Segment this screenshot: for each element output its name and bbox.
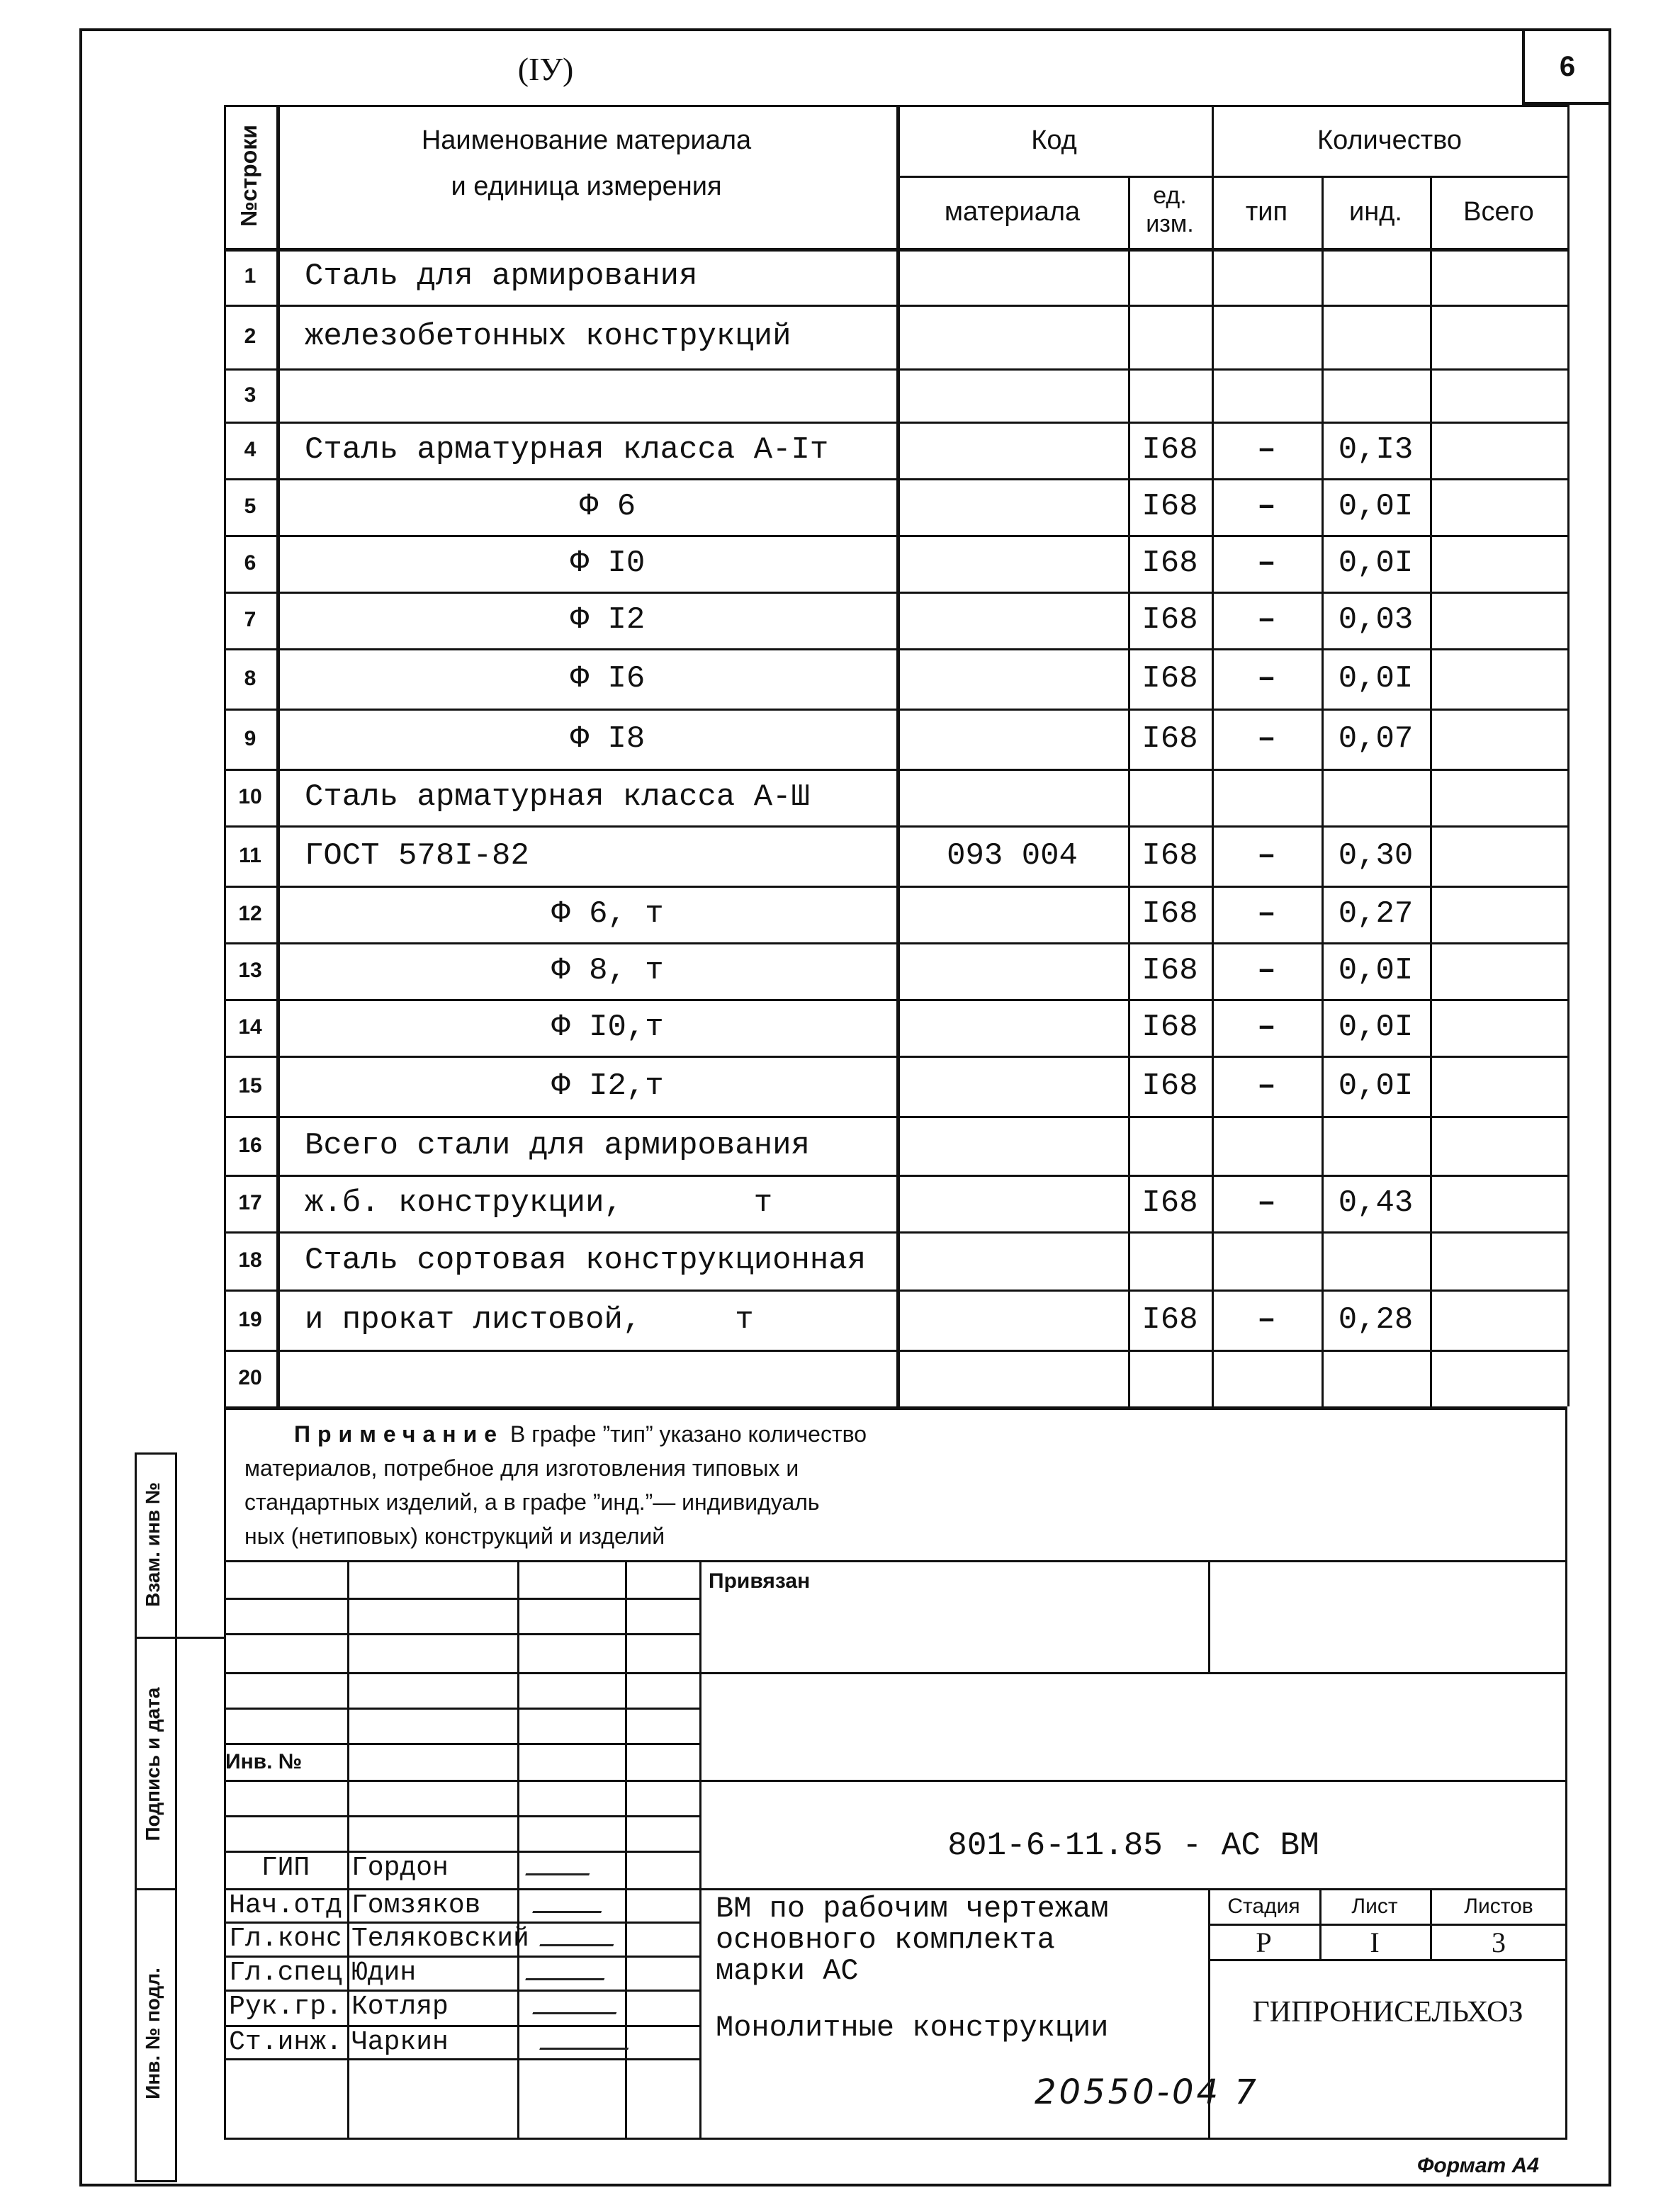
row-unit: I68	[1142, 896, 1198, 932]
row-total	[1430, 886, 1567, 942]
row-type: –	[1257, 721, 1276, 757]
row-unit	[1128, 248, 1212, 305]
row-total	[1430, 648, 1567, 709]
privyazan-label: Привязан	[709, 1569, 811, 1593]
row-code	[896, 368, 1128, 422]
row-number: 12	[238, 902, 262, 925]
side-label-inv-podl: Инв. № подл.	[142, 1968, 164, 2099]
signatory-name: Теляковский	[351, 1923, 529, 1954]
header-unit-line2: изм.	[1146, 210, 1194, 237]
doc-code: 801-6-11.85 - АС ВМ	[947, 1827, 1319, 1864]
tb-row-rule	[224, 1780, 699, 1782]
inv-no-label: Инв. №	[225, 1750, 303, 1773]
stage-label: Стадия	[1227, 1895, 1300, 1918]
row-total	[1430, 942, 1567, 999]
tb-row-rule	[224, 1598, 699, 1600]
row-type: –	[1257, 546, 1276, 581]
row-type: –	[1257, 1302, 1276, 1338]
row-unit	[1128, 1350, 1212, 1406]
row-type: –	[1257, 432, 1276, 468]
row-type	[1212, 1350, 1322, 1406]
row-total	[1430, 999, 1567, 1056]
row-code	[896, 999, 1128, 1056]
row-type: –	[1257, 896, 1276, 932]
row-type: –	[1257, 953, 1276, 988]
signatory-role: ГИП	[261, 1852, 310, 1883]
row-total	[1430, 1116, 1567, 1175]
row-unit	[1128, 368, 1212, 422]
row-total	[1430, 769, 1567, 825]
row-name: Ф I2	[570, 602, 646, 638]
row-unit: I68	[1142, 953, 1198, 988]
tb-divider	[1208, 1562, 1210, 1672]
row-type: –	[1257, 660, 1276, 696]
row-code: 093 004	[947, 837, 1078, 874]
row-code	[896, 709, 1128, 769]
row-unit: I68	[1142, 432, 1198, 468]
row-total	[1430, 1056, 1567, 1116]
row-code	[896, 535, 1128, 592]
row-type	[1212, 305, 1322, 368]
row-total	[1430, 1231, 1567, 1290]
row-number: 4	[244, 438, 257, 461]
signatory-role: Гл.спец	[229, 1957, 342, 1988]
doc-title-line-2: основного комплекта	[716, 1923, 1055, 1957]
row-unit	[1128, 769, 1212, 825]
signatory-role: Рук.гр.	[229, 1991, 342, 2022]
format-label: Формат А4	[1417, 2154, 1539, 2177]
row-type: –	[1257, 602, 1276, 638]
row-ind: 0,07	[1338, 721, 1414, 757]
signatory-role: Нач.отд	[229, 1890, 342, 1921]
row-number: 20	[238, 1366, 262, 1389]
row-ind: 0,I3	[1338, 432, 1414, 468]
row-unit: I68	[1142, 660, 1198, 696]
row-ind: 0,28	[1338, 1302, 1414, 1338]
row-unit	[1128, 1116, 1212, 1175]
sheet-value: I	[1370, 1926, 1380, 1958]
row-name: Сталь арматурная класса А-Iт	[305, 432, 829, 468]
row-code	[896, 648, 1128, 709]
row-number: 18	[238, 1248, 262, 1272]
signatory-name: Гомзяков	[351, 1890, 481, 1921]
row-unit: I68	[1142, 1010, 1198, 1045]
row-number: 6	[244, 551, 257, 575]
row-type	[1212, 769, 1322, 825]
row-code	[896, 592, 1128, 648]
row-number: 16	[238, 1133, 262, 1157]
note-lead: Примечание	[294, 1421, 505, 1447]
row-ind: 0,0I	[1338, 489, 1414, 524]
row-number: 14	[238, 1015, 262, 1039]
row-code	[896, 886, 1128, 942]
row-ind: 0,03	[1338, 602, 1414, 638]
row-number: 2	[244, 325, 257, 348]
side-label-podpis: Подпись и дата	[142, 1687, 164, 1841]
table-column-rule	[1567, 105, 1570, 1406]
row-type	[1212, 1116, 1322, 1175]
section-mark: (IУ)	[517, 50, 574, 87]
row-code	[896, 1175, 1128, 1231]
signature-mark	[525, 1965, 609, 1980]
header-code: Код	[1031, 125, 1077, 155]
tb-divider	[1208, 1959, 1567, 1961]
signatory-name: Юдин	[351, 1957, 417, 1988]
note-line-1: В графе ”тип” указано количество	[509, 1421, 867, 1447]
row-number: 8	[244, 666, 257, 690]
row-unit	[1128, 1231, 1212, 1290]
row-total	[1430, 478, 1567, 535]
row-ind	[1322, 1231, 1430, 1290]
row-name: Ф I0	[570, 546, 646, 581]
row-total	[1430, 368, 1567, 422]
row-unit: I68	[1142, 721, 1198, 757]
row-unit: I68	[1142, 837, 1198, 874]
row-name: Ф I0,т	[551, 1010, 664, 1045]
signatory-name: Котляр	[351, 1991, 449, 2022]
row-name: Ф I2,т	[551, 1068, 664, 1104]
row-total	[1430, 535, 1567, 592]
row-number: 7	[244, 608, 257, 631]
row-total	[1430, 1290, 1567, 1350]
row-name: Сталь арматурная класса А-Ш	[305, 779, 810, 815]
row-number: 9	[244, 726, 257, 750]
tb-row-rule	[224, 1708, 699, 1710]
row-name: ГОСТ 578I-82	[305, 837, 529, 874]
row-type: –	[1257, 1010, 1276, 1045]
row-name: Ф 8, т	[551, 953, 664, 988]
row-ind	[1322, 305, 1430, 368]
row-code	[896, 1350, 1128, 1406]
row-total	[1430, 422, 1567, 478]
row-name: и прокат листовой, т	[305, 1302, 754, 1338]
tb-divider	[699, 1672, 1567, 1674]
row-total	[1430, 825, 1567, 886]
row-unit: I68	[1142, 1068, 1198, 1104]
note-line-4: ных (нетиповых) конструкций и изделий	[244, 1523, 665, 1549]
row-name: Ф I8	[570, 721, 646, 757]
row-number: 19	[238, 1307, 262, 1331]
row-code	[896, 1056, 1128, 1116]
row-code	[896, 1290, 1128, 1350]
row-type: –	[1257, 1068, 1276, 1104]
side-divider	[135, 1888, 177, 1890]
signatory-name: Чаркин	[351, 2026, 449, 2058]
row-code	[896, 1231, 1128, 1290]
row-type	[1212, 248, 1322, 305]
row-ind	[1322, 368, 1430, 422]
header-qty-ind: инд.	[1349, 196, 1402, 227]
doc-title-line-3: марки АС	[716, 1954, 859, 1988]
row-ind: 0,43	[1338, 1185, 1414, 1221]
row-number: 1	[244, 264, 257, 288]
row-number: 10	[238, 785, 262, 808]
row-type	[1212, 368, 1322, 422]
row-unit: I68	[1142, 1302, 1198, 1338]
sheet-label: Лист	[1351, 1895, 1398, 1918]
note-text	[244, 1417, 1449, 1553]
row-name: Сталь для армирования	[305, 259, 698, 294]
row-ind: 0,30	[1338, 837, 1414, 874]
stage-value: Р	[1256, 1926, 1272, 1958]
signatory-role: Гл.конс	[229, 1923, 342, 1954]
row-name	[305, 368, 889, 422]
row-type: –	[1257, 489, 1276, 524]
doc-title-line-1: ВМ по рабочим чертежам	[716, 1892, 1109, 1926]
row-total	[1430, 248, 1567, 305]
row-type: –	[1257, 1185, 1276, 1221]
row-code	[896, 248, 1128, 305]
signatory-name: Гордон	[351, 1852, 449, 1883]
row-unit: I68	[1142, 489, 1198, 524]
header-quantity: Количество	[1317, 125, 1463, 155]
tb-row-rule	[224, 1743, 699, 1745]
row-ind: 0,0I	[1338, 660, 1414, 696]
row-code	[896, 422, 1128, 478]
row-code	[896, 478, 1128, 535]
row-unit: I68	[1142, 1185, 1198, 1221]
signature-mark	[532, 1898, 607, 1913]
row-number: 3	[244, 383, 257, 407]
row-name: ж.б. конструкции, т	[305, 1185, 773, 1221]
row-name: Сталь сортовая конструкционная	[305, 1243, 867, 1278]
row-ind	[1322, 1116, 1430, 1175]
row-ind: 0,0I	[1338, 1068, 1414, 1104]
tb-divider	[699, 1780, 1567, 1782]
row-ind: 0,0I	[1338, 953, 1414, 988]
row-number: 5	[244, 495, 257, 518]
row-unit	[1128, 305, 1212, 368]
row-type	[1212, 1231, 1322, 1290]
header-row-no: №строки	[236, 125, 261, 227]
header-name-line1: Наименование материала	[421, 125, 752, 155]
tb-row-rule	[224, 1815, 699, 1817]
row-number: 15	[238, 1073, 262, 1097]
row-total	[1430, 592, 1567, 648]
row-ind	[1322, 1350, 1430, 1406]
row-code	[896, 1116, 1128, 1175]
row-ind: 0,27	[1338, 896, 1414, 932]
tb-row-rule	[224, 1633, 699, 1635]
row-name: Ф 6, т	[551, 896, 664, 932]
row-code	[896, 769, 1128, 825]
row-total	[1430, 709, 1567, 769]
row-name: Ф 6	[579, 489, 636, 524]
signature-mark	[539, 2035, 633, 2050]
signature-mark	[532, 1999, 621, 2014]
header-qty-type: тип	[1245, 196, 1288, 227]
page-number: 6	[1559, 50, 1576, 82]
row-unit: I68	[1142, 602, 1198, 638]
side-label-vzam: Взам. инв №	[142, 1482, 164, 1607]
row-number: 11	[239, 843, 261, 867]
doc-subtitle: Монолитные конструкции	[716, 2011, 1109, 2045]
bottom-stamp: 20550-04 7	[1035, 2072, 1259, 2112]
sheets-label: Листов	[1464, 1895, 1533, 1918]
row-total	[1430, 1350, 1567, 1406]
note-line-2: материалов, потребное для изготовления типовых и	[244, 1455, 799, 1481]
signature-mark	[525, 1861, 594, 1875]
signature-mark	[539, 1931, 619, 1946]
row-ind: 0,0I	[1338, 1010, 1414, 1045]
header-unit-line1: ед.	[1153, 181, 1187, 209]
note-line-3: стандартных изделий, а в графе ”инд.”— индивидуаль	[244, 1489, 820, 1515]
row-name: Ф I6	[570, 660, 646, 696]
row-code	[896, 942, 1128, 999]
tb-row-rule	[224, 1672, 699, 1674]
row-number: 13	[238, 959, 262, 982]
row-total	[1430, 305, 1567, 368]
row-type: –	[1257, 837, 1276, 874]
row-name: железобетонных конструкций	[305, 319, 791, 354]
row-ind: 0,0I	[1338, 546, 1414, 581]
doc-title	[716, 1893, 1109, 1987]
header-name-line2: и единица измерения	[451, 171, 722, 201]
row-ind	[1322, 248, 1430, 305]
row-number: 17	[238, 1191, 262, 1214]
header-qty-total: Всего	[1463, 196, 1534, 227]
org-name: ГИПРОНИСЕЛЬХОЗ	[1252, 1996, 1523, 2028]
row-unit: I68	[1142, 546, 1198, 581]
row-name: Всего стали для армирования	[305, 1127, 810, 1163]
signatory-role: Ст.инж.	[229, 2026, 342, 2058]
row-name	[305, 1350, 889, 1406]
row-code	[896, 305, 1128, 368]
row-total	[1430, 1175, 1567, 1231]
row-ind	[1322, 769, 1430, 825]
sheets-value: 3	[1492, 1926, 1506, 1958]
header-code-material: материала	[944, 196, 1081, 227]
